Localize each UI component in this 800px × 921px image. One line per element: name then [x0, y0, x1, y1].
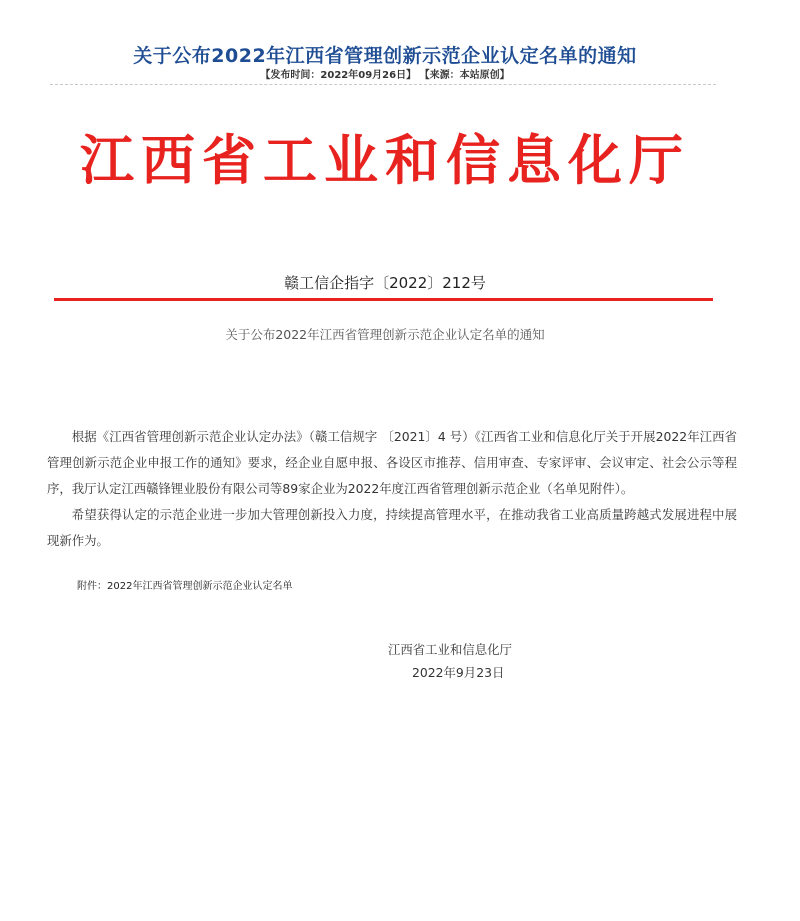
document-number: 赣工信企指字〔2022〕212号: [284, 274, 486, 292]
body-paragraph: 希望获得认定的示范企业进一步加大管理创新投入力度，持续提高管理水平，在推动我省工业高质量跨越式发展进程中展现新作为。: [47, 507, 737, 548]
document-body: [47, 424, 737, 554]
body-paragraph: 根据《江西省管理创新示范企业认定办法》（赣工信规字 〔2021〕4 号）《江西省工业和信息化厅关于开展2022年江西省管理创新示范企业申报工作的通知》要求，经企业自愿申报、各设区市推荐、信用审查、专家评审、会议审定、社会公示等程序，我厅认定江西赣锋锂业股份有限公司等89家企业为2022年度江西省管理创新示范企业（名单见附件）。: [47, 429, 737, 496]
document-subtitle: 关于公布2022年江西省管理创新示范企业认定名单的通知: [225, 327, 545, 342]
signature-date: 2022年9月23日: [412, 665, 505, 680]
red-divider: [54, 298, 713, 301]
dotted-divider: [50, 84, 716, 85]
signature-organization: 江西省工业和信息化厅: [388, 642, 512, 657]
attachment-link[interactable]: 附件：2022年江西省管理创新示范企业认定名单: [77, 581, 293, 592]
page-title: 关于公布2022年江西省管理创新示范企业认定名单的通知: [133, 44, 637, 67]
letterhead: 江西省工业和信息化厅: [80, 128, 690, 192]
publish-meta: 【发布时间：2022年09月26日】 【来源：本站原创】: [260, 70, 510, 81]
